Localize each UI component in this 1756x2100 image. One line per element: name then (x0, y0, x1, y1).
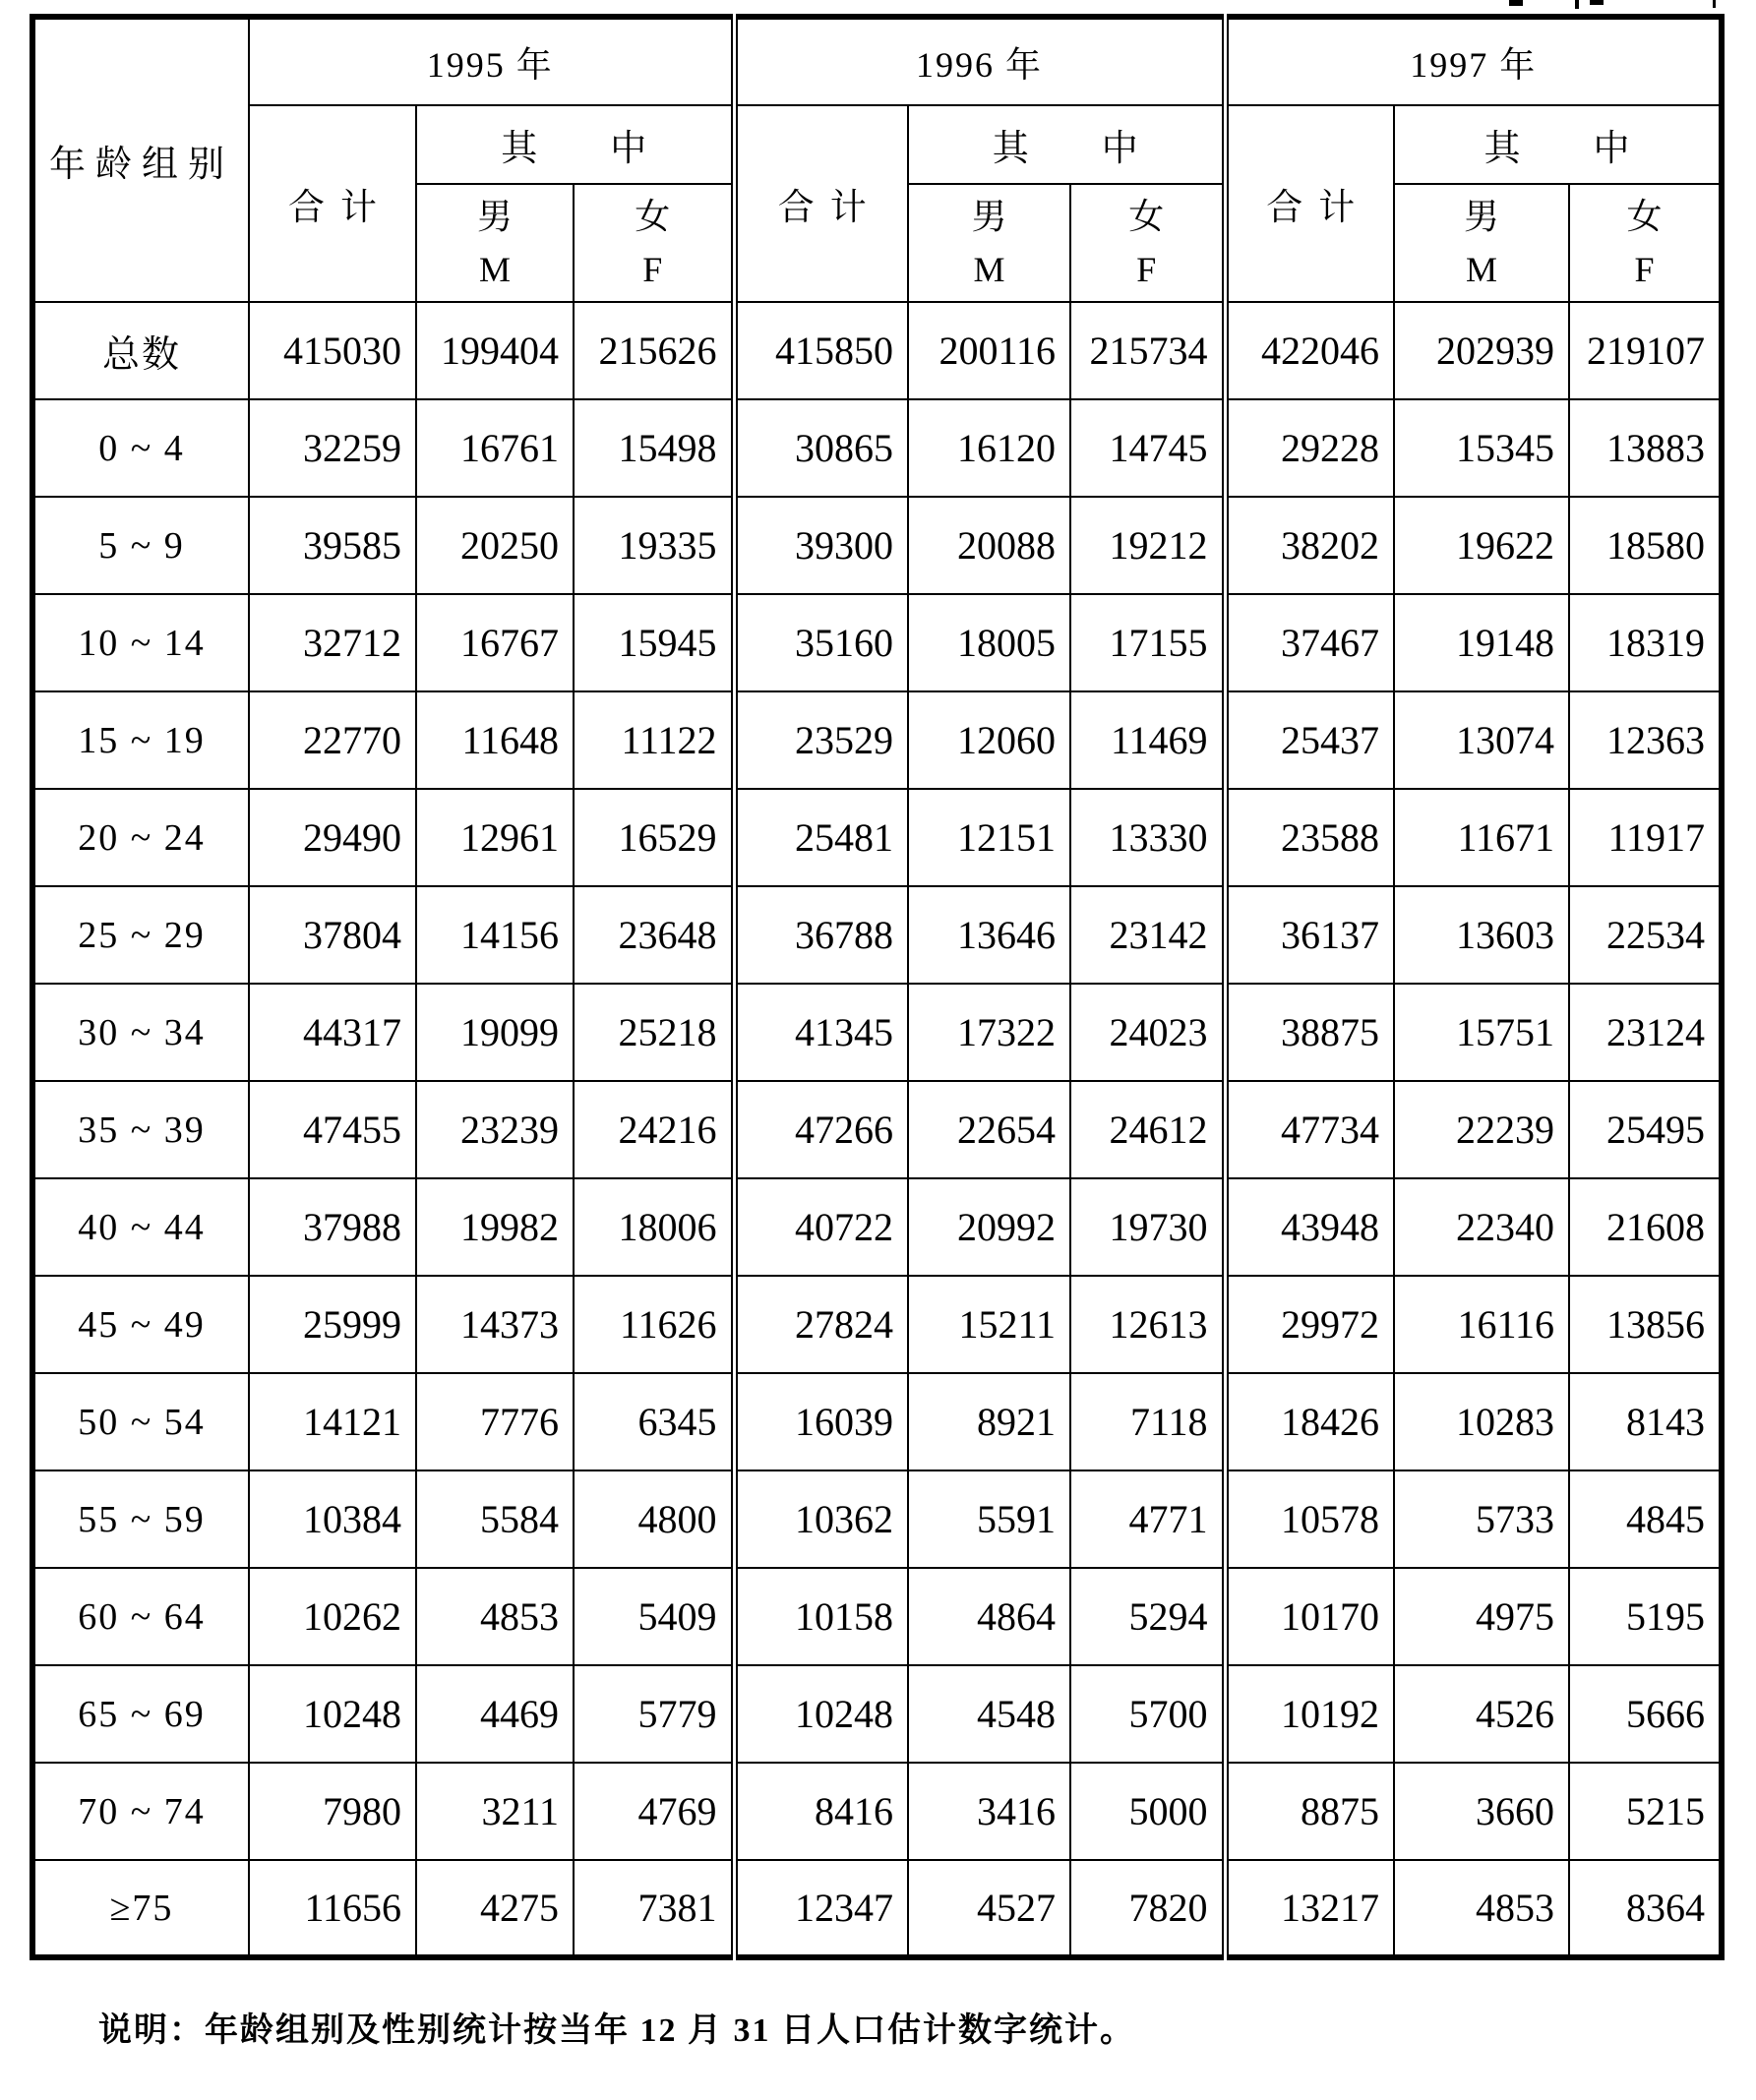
value-cell: 13856 (1569, 1276, 1722, 1373)
value-cell: 10170 (1225, 1568, 1394, 1665)
age-cell: 45 ~ 49 (32, 1276, 249, 1373)
value-cell: 38202 (1225, 497, 1394, 594)
header-total-1997: 合计 (1225, 105, 1394, 302)
value-cell: 29490 (249, 789, 416, 886)
female-label-en: F (642, 250, 663, 289)
value-cell: 41345 (734, 984, 908, 1081)
value-cell: 23648 (574, 886, 734, 984)
value-cell: 4769 (574, 1763, 734, 1860)
male-label-en: M (973, 250, 1005, 289)
value-cell: 7980 (249, 1763, 416, 1860)
value-cell: 199404 (416, 302, 574, 399)
table-row (32, 1860, 1722, 1957)
age-cell: 0 ~ 4 (32, 399, 249, 497)
value-cell: 5666 (1569, 1665, 1722, 1763)
value-cell: 19212 (1070, 497, 1225, 594)
age-cell: 5 ~ 9 (32, 497, 249, 594)
header-among-1997: 其 中 (1394, 105, 1722, 184)
value-cell: 12613 (1070, 1276, 1225, 1373)
age-cell: 35 ~ 39 (32, 1081, 249, 1178)
age-cell: 55 ~ 59 (32, 1470, 249, 1568)
value-cell: 10578 (1225, 1470, 1394, 1568)
value-cell: 19622 (1394, 497, 1569, 594)
age-cell: 15 ~ 19 (32, 691, 249, 789)
value-cell: 18006 (574, 1178, 734, 1276)
value-cell: 40722 (734, 1178, 908, 1276)
header-female-1995 (574, 184, 734, 302)
header-year-1997: 1997 年 (1225, 17, 1722, 105)
value-cell: 13883 (1569, 399, 1722, 497)
value-cell: 47266 (734, 1081, 908, 1178)
value-cell: 15945 (574, 594, 734, 691)
value-cell: 8875 (1225, 1763, 1394, 1860)
age-cell: 20 ~ 24 (32, 789, 249, 886)
value-cell: 8143 (1569, 1373, 1722, 1470)
value-cell: 14745 (1070, 399, 1225, 497)
value-cell: 7776 (416, 1373, 574, 1470)
value-cell: 44317 (249, 984, 416, 1081)
header-year-1995: 1995 年 (249, 17, 734, 105)
value-cell: 5294 (1070, 1568, 1225, 1665)
table-row (32, 1665, 1722, 1763)
age-cell: 60 ~ 64 (32, 1568, 249, 1665)
header-female-1996 (1070, 184, 1225, 302)
value-cell: 23588 (1225, 789, 1394, 886)
value-cell: 3660 (1394, 1763, 1569, 1860)
value-cell: 7820 (1070, 1860, 1225, 1957)
value-cell: 20992 (908, 1178, 1070, 1276)
value-cell: 24023 (1070, 984, 1225, 1081)
male-label: 男 (476, 197, 513, 236)
value-cell: 19335 (574, 497, 734, 594)
value-cell: 5779 (574, 1665, 734, 1763)
header-male-1997 (1394, 184, 1569, 302)
value-cell: 4526 (1394, 1665, 1569, 1763)
value-cell: 16529 (574, 789, 734, 886)
value-cell: 18319 (1569, 594, 1722, 691)
table-row (32, 399, 1722, 497)
value-cell: 37467 (1225, 594, 1394, 691)
value-cell: 29228 (1225, 399, 1394, 497)
value-cell: 15751 (1394, 984, 1569, 1081)
value-cell: 17322 (908, 984, 1070, 1081)
value-cell: 200116 (908, 302, 1070, 399)
value-cell: 12060 (908, 691, 1070, 789)
value-cell: 7381 (574, 1860, 734, 1957)
value-cell: 15345 (1394, 399, 1569, 497)
value-cell: 13603 (1394, 886, 1569, 984)
value-cell: 37804 (249, 886, 416, 984)
header-among-1996: 其 中 (908, 105, 1225, 184)
value-cell: 215734 (1070, 302, 1225, 399)
value-cell: 5000 (1070, 1763, 1225, 1860)
male-label: 男 (1464, 197, 1500, 236)
age-cell: 10 ~ 14 (32, 594, 249, 691)
value-cell: 22654 (908, 1081, 1070, 1178)
value-cell: 22239 (1394, 1081, 1569, 1178)
value-cell: 35160 (734, 594, 908, 691)
footnote: 说明：年龄组别及性别统计按当年 12 月 31 日人口估计数字统计。 (98, 2012, 1135, 2049)
female-label: 女 (1626, 197, 1663, 236)
table-row (32, 886, 1722, 984)
value-cell: 23239 (416, 1081, 574, 1178)
value-cell: 23124 (1569, 984, 1722, 1081)
table-row (32, 789, 1722, 886)
value-cell: 16120 (908, 399, 1070, 497)
value-cell: 37988 (249, 1178, 416, 1276)
age-cell: 40 ~ 44 (32, 1178, 249, 1276)
value-cell: 25495 (1569, 1081, 1722, 1178)
value-cell: 24216 (574, 1081, 734, 1178)
age-cell: 30 ~ 34 (32, 984, 249, 1081)
value-cell: 13646 (908, 886, 1070, 984)
value-cell: 32259 (249, 399, 416, 497)
value-cell: 22770 (249, 691, 416, 789)
value-cell: 21608 (1569, 1178, 1722, 1276)
value-cell: 10192 (1225, 1665, 1394, 1763)
value-cell: 39300 (734, 497, 908, 594)
value-cell: 5700 (1070, 1665, 1225, 1763)
value-cell: 10248 (734, 1665, 908, 1763)
value-cell: 11122 (574, 691, 734, 789)
value-cell: 25218 (574, 984, 734, 1081)
value-cell: 12363 (1569, 691, 1722, 789)
age-cell: 总数 (32, 302, 249, 399)
male-label: 男 (971, 197, 1007, 236)
value-cell: 4853 (1394, 1860, 1569, 1957)
value-cell: 5584 (416, 1470, 574, 1568)
value-cell: 14121 (249, 1373, 416, 1470)
value-cell: 8921 (908, 1373, 1070, 1470)
female-label: 女 (1128, 197, 1165, 236)
value-cell: 10158 (734, 1568, 908, 1665)
header-year-1996: 1996 年 (734, 17, 1225, 105)
value-cell: 14373 (416, 1276, 574, 1373)
value-cell: 4800 (574, 1470, 734, 1568)
value-cell: 14156 (416, 886, 574, 984)
value-cell: 5215 (1569, 1763, 1722, 1860)
value-cell: 16039 (734, 1373, 908, 1470)
value-cell: 43948 (1225, 1178, 1394, 1276)
value-cell: 17155 (1070, 594, 1225, 691)
age-cell: ≥75 (32, 1860, 249, 1957)
female-label-en: F (1136, 250, 1157, 289)
male-label-en: M (478, 250, 511, 289)
value-cell: 4771 (1070, 1470, 1225, 1568)
value-cell: 12151 (908, 789, 1070, 886)
value-cell: 4469 (416, 1665, 574, 1763)
value-cell: 422046 (1225, 302, 1394, 399)
value-cell: 29972 (1225, 1276, 1394, 1373)
value-cell: 13074 (1394, 691, 1569, 789)
value-cell: 19982 (416, 1178, 574, 1276)
table-row (32, 1568, 1722, 1665)
value-cell: 11626 (574, 1276, 734, 1373)
value-cell: 16761 (416, 399, 574, 497)
male-label-en: M (1466, 250, 1498, 289)
value-cell: 10384 (249, 1470, 416, 1568)
value-cell: 5195 (1569, 1568, 1722, 1665)
value-cell: 19099 (416, 984, 574, 1081)
value-cell: 4975 (1394, 1568, 1569, 1665)
value-cell: 5733 (1394, 1470, 1569, 1568)
age-cell: 70 ~ 74 (32, 1763, 249, 1860)
table-body (32, 302, 1722, 1957)
value-cell: 25999 (249, 1276, 416, 1373)
value-cell: 16767 (416, 594, 574, 691)
value-cell: 5591 (908, 1470, 1070, 1568)
value-cell: 3416 (908, 1763, 1070, 1860)
table-row (32, 497, 1722, 594)
value-cell: 11469 (1070, 691, 1225, 789)
value-cell: 19730 (1070, 1178, 1225, 1276)
value-cell: 22340 (1394, 1178, 1569, 1276)
header-total-1996: 合计 (734, 105, 908, 302)
value-cell: 4275 (416, 1860, 574, 1957)
value-cell: 11656 (249, 1860, 416, 1957)
value-cell: 3211 (416, 1763, 574, 1860)
table-row (32, 1373, 1722, 1470)
value-cell: 24612 (1070, 1081, 1225, 1178)
age-cell: 50 ~ 54 (32, 1373, 249, 1470)
value-cell: 12347 (734, 1860, 908, 1957)
value-cell: 39585 (249, 497, 416, 594)
value-cell: 11917 (1569, 789, 1722, 886)
value-cell: 7118 (1070, 1373, 1225, 1470)
header-age-group: 年龄组别 (32, 17, 249, 302)
table-row (32, 984, 1722, 1081)
value-cell: 12961 (416, 789, 574, 886)
value-cell: 20250 (416, 497, 574, 594)
value-cell: 4864 (908, 1568, 1070, 1665)
value-cell: 4527 (908, 1860, 1070, 1957)
value-cell: 27824 (734, 1276, 908, 1373)
value-cell: 215626 (574, 302, 734, 399)
value-cell: 23142 (1070, 886, 1225, 984)
table-row (32, 302, 1722, 399)
value-cell: 47455 (249, 1081, 416, 1178)
value-cell: 32712 (249, 594, 416, 691)
value-cell: 23529 (734, 691, 908, 789)
value-cell: 18005 (908, 594, 1070, 691)
value-cell: 18426 (1225, 1373, 1394, 1470)
value-cell: 5409 (574, 1568, 734, 1665)
value-cell: 4845 (1569, 1470, 1722, 1568)
value-cell: 219107 (1569, 302, 1722, 399)
value-cell: 415030 (249, 302, 416, 399)
value-cell: 8416 (734, 1763, 908, 1860)
table-row (32, 691, 1722, 789)
value-cell: 22534 (1569, 886, 1722, 984)
value-cell: 13330 (1070, 789, 1225, 886)
value-cell: 15498 (574, 399, 734, 497)
value-cell: 47734 (1225, 1081, 1394, 1178)
value-cell: 415850 (734, 302, 908, 399)
value-cell: 10262 (249, 1568, 416, 1665)
value-cell: 10283 (1394, 1373, 1569, 1470)
value-cell: 11671 (1394, 789, 1569, 886)
header-male-1996 (908, 184, 1070, 302)
value-cell: 13217 (1225, 1860, 1394, 1957)
value-cell: 38875 (1225, 984, 1394, 1081)
value-cell: 36788 (734, 886, 908, 984)
value-cell: 10248 (249, 1665, 416, 1763)
age-cell: 65 ~ 69 (32, 1665, 249, 1763)
header-among-1995: 其 中 (416, 105, 734, 184)
value-cell: 16116 (1394, 1276, 1569, 1373)
value-cell: 18580 (1569, 497, 1722, 594)
table-row (32, 1763, 1722, 1860)
value-cell: 6345 (574, 1373, 734, 1470)
age-cell: 25 ~ 29 (32, 886, 249, 984)
header-male-1995 (416, 184, 574, 302)
value-cell: 4548 (908, 1665, 1070, 1763)
value-cell: 25481 (734, 789, 908, 886)
value-cell: 4853 (416, 1568, 574, 1665)
value-cell: 25437 (1225, 691, 1394, 789)
value-cell: 11648 (416, 691, 574, 789)
value-cell: 10362 (734, 1470, 908, 1568)
value-cell: 15211 (908, 1276, 1070, 1373)
value-cell: 36137 (1225, 886, 1394, 984)
female-label-en: F (1634, 250, 1655, 289)
table-row (32, 1178, 1722, 1276)
header-female-1997 (1569, 184, 1722, 302)
value-cell: 20088 (908, 497, 1070, 594)
table-row (32, 1276, 1722, 1373)
value-cell: 30865 (734, 399, 908, 497)
header-total-1995: 合计 (249, 105, 416, 302)
table-row (32, 1470, 1722, 1568)
table-row (32, 1081, 1722, 1178)
value-cell: 19148 (1394, 594, 1569, 691)
value-cell: 8364 (1569, 1860, 1722, 1957)
population-age-table (30, 14, 1725, 1960)
value-cell: 202939 (1394, 302, 1569, 399)
table-row (32, 594, 1722, 691)
female-label: 女 (635, 197, 671, 236)
